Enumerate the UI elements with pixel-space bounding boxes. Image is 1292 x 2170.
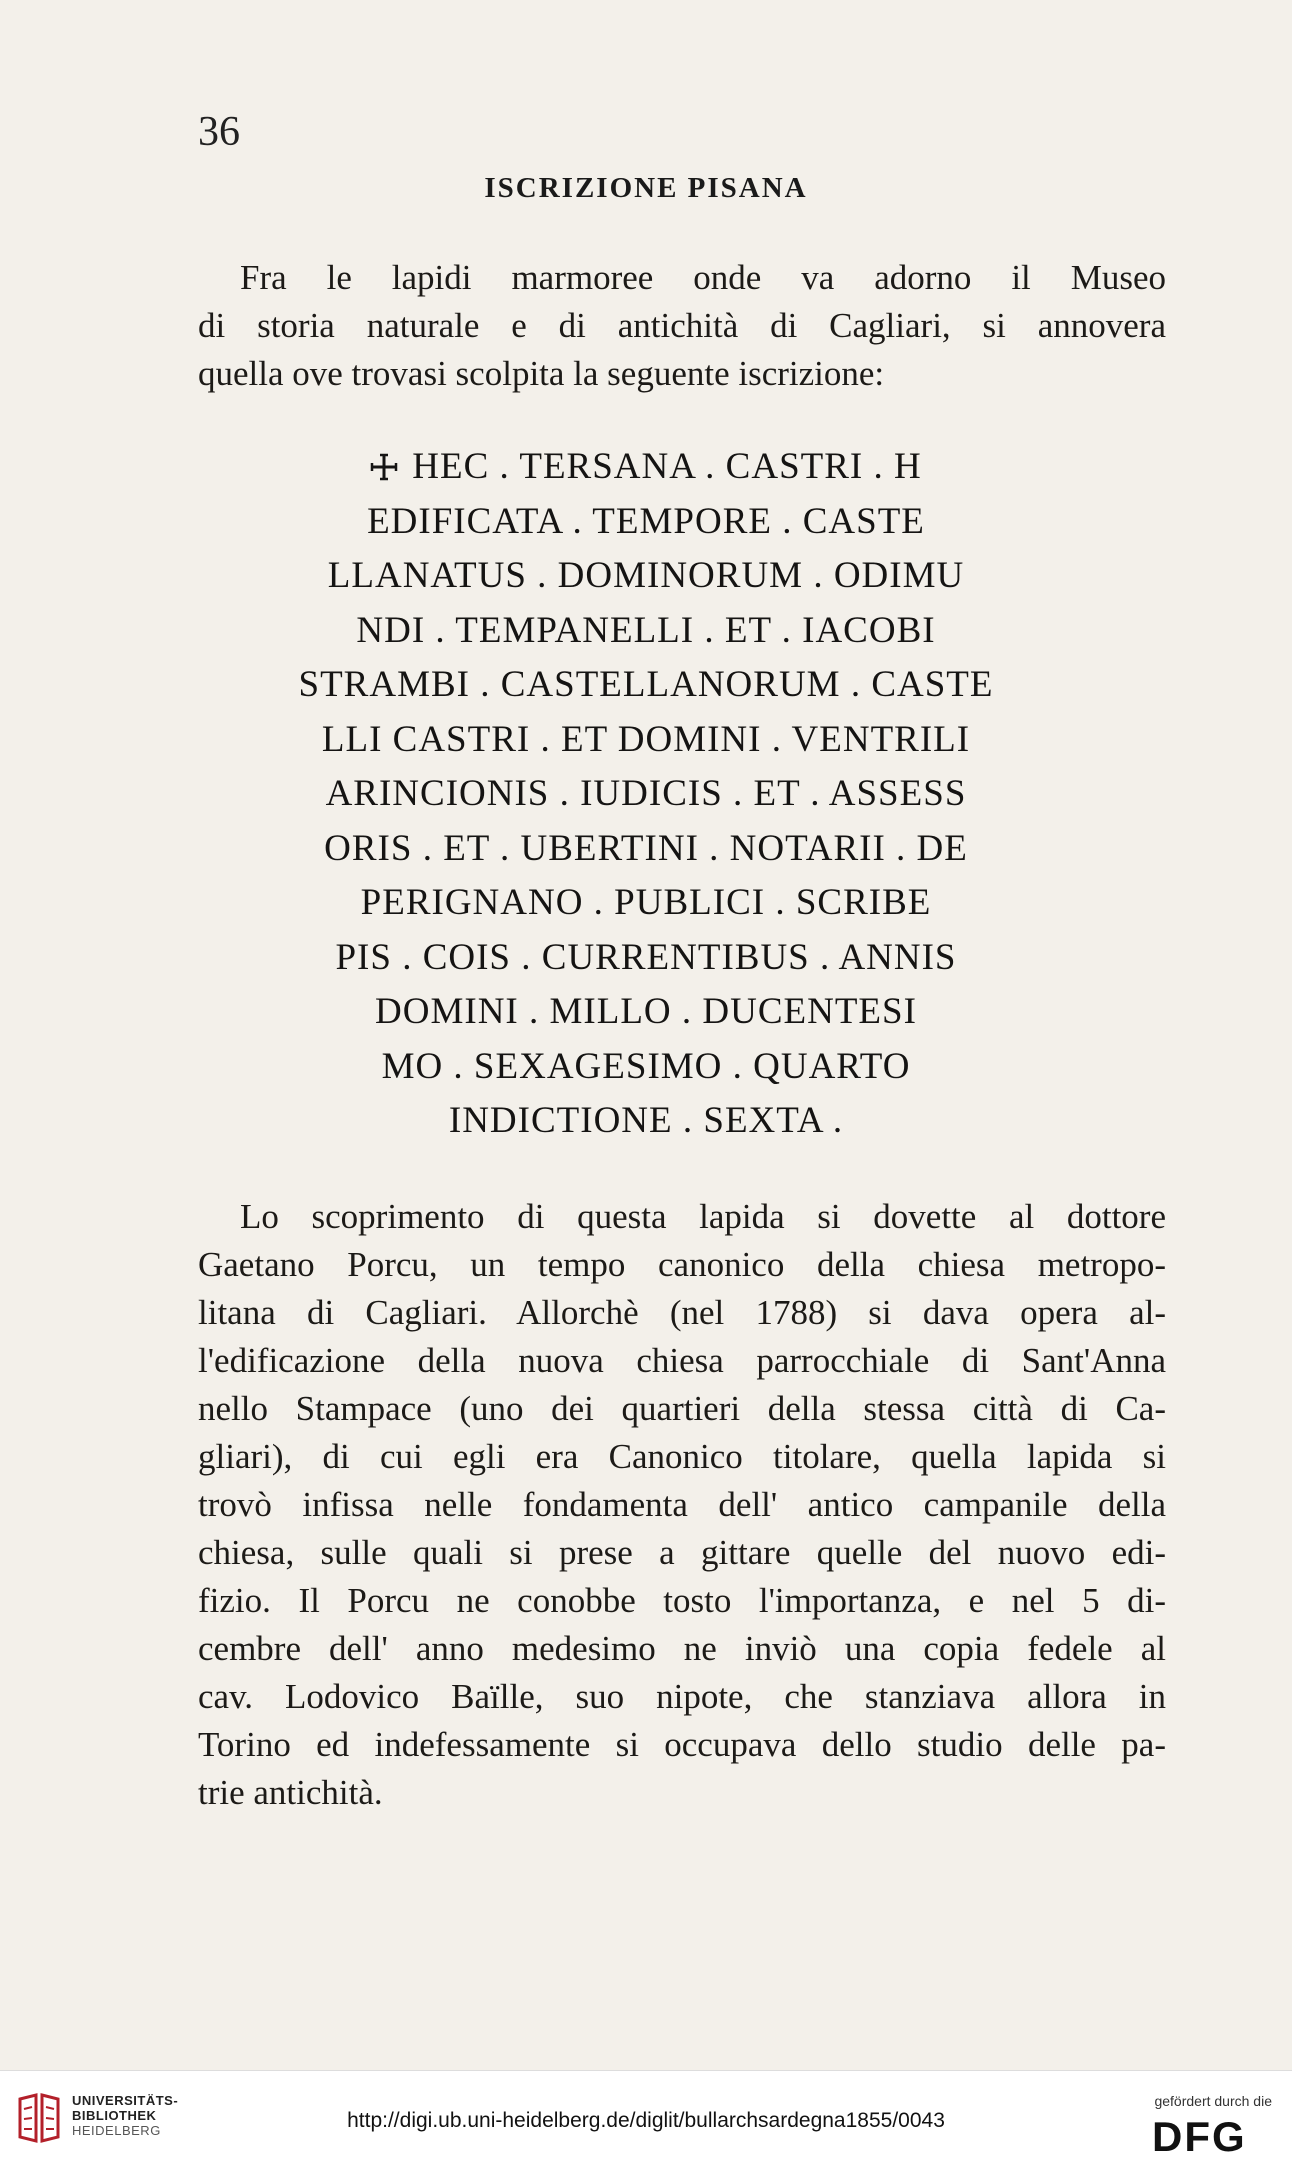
- inscription-line: PERIGNANO . PUBLICI . SCRIBE: [360, 882, 932, 923]
- text-line: di storia naturale e di antichità di Cagliari, si annovera: [198, 306, 1166, 345]
- dfg-logo-icon: [1152, 2115, 1270, 2157]
- text-line: gliari), di cui egli era Canonico titolare, quella lapida si: [198, 1437, 1166, 1476]
- body-paragraph: [198, 1193, 1166, 1817]
- library-name: UNIVERSITÄTS- BIBLIOTHEK HEIDELBERG: [72, 2093, 179, 2138]
- text-line: Gaetano Porcu, un tempo canonico della chiesa metropo-: [198, 1245, 1166, 1284]
- text-line: cav. Lodovico Baïlle, suo nipote, che stanziava allora in: [198, 1677, 1166, 1716]
- inscription-line: NDI . TEMPANELLI . ET . IACOBI: [356, 609, 936, 651]
- inscription-line: INDICTIONE . SEXTA .: [448, 1100, 844, 1141]
- funded-by-label: gefördert durch die: [1154, 2093, 1272, 2109]
- text-line: litana di Cagliari. Allorchè (nel 1788) si dava opera al-: [198, 1293, 1166, 1332]
- text-line: fizio. Il Porcu ne conobbe tosto l'importanza, e nel 5 di-: [198, 1581, 1166, 1620]
- text-line: Torino ed indefessamente si occupava dello studio delle pa-: [198, 1725, 1166, 1764]
- text-line: chiesa, sulle quali si prese a gittare quelle del nuovo edi-: [198, 1533, 1166, 1572]
- inscription-line: PIS . COIS . CURRENTIBUS . ANNIS: [335, 936, 957, 978]
- source-url-link[interactable]: http://digi.ub.uni-heidelberg.de/diglit/bullarchsardegna1855/0043: [347, 2109, 945, 2132]
- inscription-line: MO . SEXAGESIMO . QUARTO: [381, 1045, 911, 1087]
- inscription-line: LLI CASTRI . ET DOMINI . VENTRILI: [321, 718, 971, 760]
- text-line: quella ove trovasi scolpita la seguente iscrizione:: [198, 354, 885, 393]
- inscription-line: ORIS . ET . UBERTINI . NOTARII . DE: [324, 827, 968, 869]
- text-line: l'edificazione della nuova chiesa parrocchiale di Sant'Anna: [198, 1341, 1166, 1380]
- dfg-logo-text: DFG: [1152, 2115, 1247, 2157]
- inscription-line: DOMINI . MILLO . DUCENTESI: [375, 991, 917, 1032]
- text-line: nello Stampace (uno dei quartieri della stessa città di Ca-: [198, 1389, 1166, 1428]
- inscription-block: [0, 440, 1292, 1149]
- text-line: Fra le lapidi marmoree onde va adorno il Museo: [240, 258, 1166, 297]
- footer-bar: [0, 2070, 1292, 2170]
- section-title: ISCRIZIONE PISANA: [484, 172, 808, 204]
- text-line: trie antichità.: [198, 1773, 383, 1812]
- inscription-line: LLANATUS . DOMINORUM . ODIMU: [327, 555, 965, 596]
- text-line: cembre dell' anno medesimo ne inviò una copia fedele al: [198, 1629, 1166, 1668]
- inscription-line: STRAMBI . CASTELLANORUM . CASTE: [298, 664, 994, 705]
- intro-paragraph: [198, 254, 1166, 398]
- inscription-text: HEC . TERSANA . CASTRI . H: [412, 446, 922, 487]
- inscription-line: [0, 440, 1292, 495]
- page-number: 36: [198, 109, 240, 155]
- inscription-line: EDIFICATA . TEMPORE . CASTE: [367, 500, 925, 542]
- text-line: Lo scoprimento di questa lapida si dovette al dottore: [240, 1197, 1166, 1236]
- inscription-line: ARINCIONIS . IUDICIS . ET . ASSESS: [325, 773, 967, 814]
- cross-icon: [370, 443, 398, 471]
- text-line: trovò infissa nelle fondamenta dell' antico campanile della: [198, 1485, 1166, 1524]
